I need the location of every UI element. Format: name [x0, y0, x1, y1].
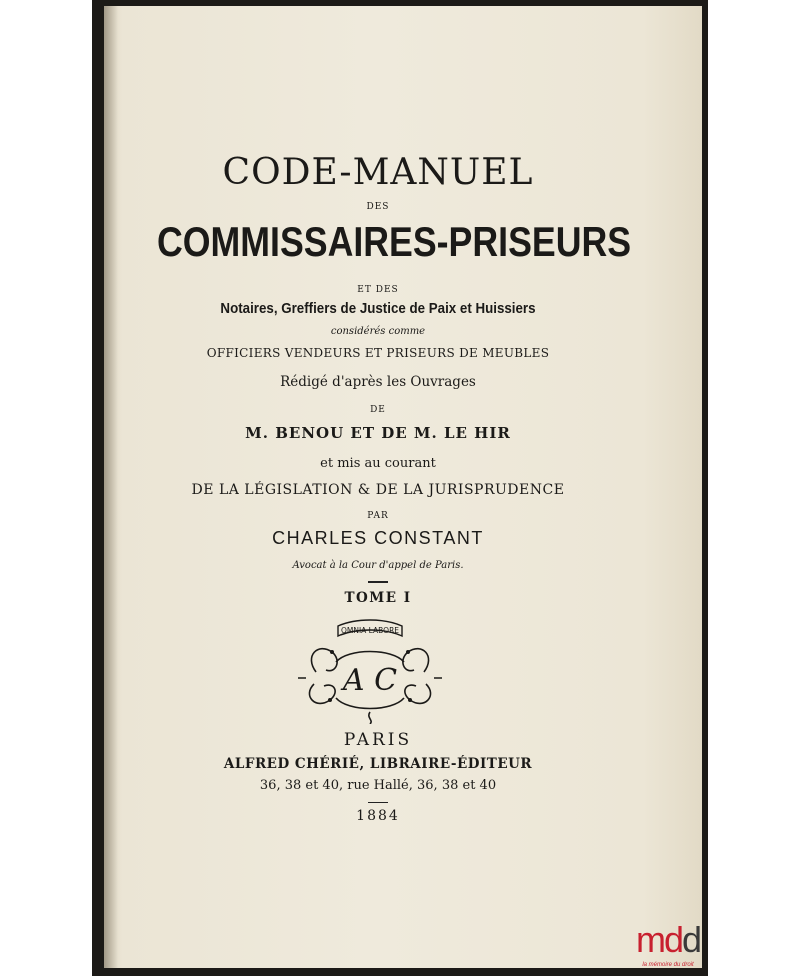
author-name: CHARLES CONSTANT — [272, 528, 484, 548]
publication-city: PARIS — [343, 730, 413, 750]
updated-line: et mis au courant — [320, 456, 436, 471]
mdd-logo-mark: mdd — [635, 919, 701, 960]
et-des-label: ET DES — [357, 285, 399, 295]
author-role: Avocat à la Cour d'appel de Paris. — [292, 560, 464, 571]
title-line-2: COMMISSAIRES-PRISEURS — [157, 218, 632, 265]
emblem-monogram: A C — [342, 663, 398, 698]
spine-shadow — [104, 6, 118, 968]
divider-rule — [368, 581, 388, 583]
emblem-motto: OMNIA LABORE — [340, 626, 400, 635]
publisher-emblem-icon — [296, 612, 444, 724]
subjects-line: Notaires, Greffiers de Justice de Paix et Huissiers — [220, 301, 536, 317]
officers-line: OFFICIERS VENDEURS ET PRISEURS DE MEUBLES — [206, 346, 550, 360]
mdd-watermark-logo — [628, 920, 708, 976]
publication-year: 1884 — [356, 808, 400, 824]
mdd-logo-tagline: la mémoire du droit — [642, 962, 694, 968]
original-authors-line: M. BENOU ET DE M. LE HIR — [245, 424, 511, 442]
title-line-1: CODE-MANUEL — [222, 152, 534, 193]
considered-line: considérés comme — [330, 326, 426, 337]
par-label: PAR — [367, 511, 389, 521]
de-label: DE — [370, 405, 386, 415]
publisher-name: ALFRED CHÉRIÉ, LIBRAIRE-ÉDITEUR — [223, 756, 533, 772]
divider-rule-2 — [368, 802, 388, 803]
des-label: DES — [366, 202, 390, 212]
legislation-line: DE LA LÉGISLATION & DE LA JURISPRUDENCE — [191, 482, 565, 498]
volume-label: TOME I — [344, 590, 412, 606]
publisher-address: 36, 38 et 40, rue Hallé, 36, 38 et 40 — [259, 778, 497, 793]
based-on-line: Rédigé d'après les Ouvrages — [280, 374, 476, 390]
title-page — [104, 6, 702, 968]
